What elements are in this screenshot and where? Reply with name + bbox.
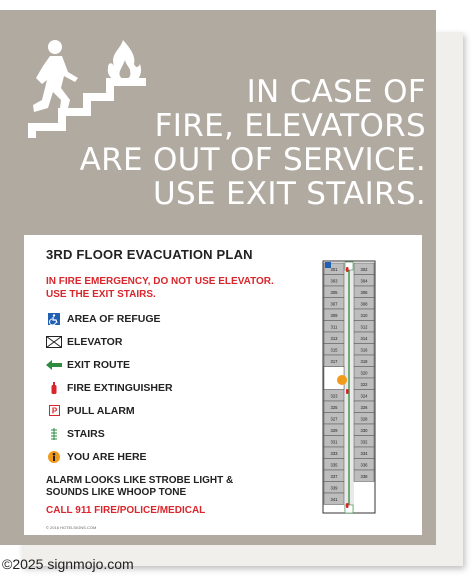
room-number: 307 xyxy=(330,301,338,307)
fire-sign xyxy=(0,10,436,545)
legend-label: STAIRS xyxy=(67,427,105,440)
evacuation-plan-panel xyxy=(24,235,422,535)
room-number: 317 xyxy=(330,358,338,364)
room-number: 325 xyxy=(330,404,338,410)
room-number: 328 xyxy=(360,416,368,422)
emergency-call-text: CALL 911 FIRE/POLICE/MEDICAL xyxy=(46,505,206,516)
room-number: 309 xyxy=(330,312,338,318)
fine-print: © 2016 HOTELSIGNS.COM xyxy=(46,525,97,530)
room-number: 327 xyxy=(330,416,338,422)
extinguisher-icon xyxy=(46,381,62,395)
room-number: 335 xyxy=(330,462,338,468)
room-number: 304 xyxy=(360,278,368,284)
extinguisher-marker xyxy=(346,389,349,394)
warning-text: IN FIRE EMERGENCY, DO NOT USE ELEVATOR. USE THE EXIT STAIRS. xyxy=(46,276,274,300)
room-number: 338 xyxy=(360,473,368,479)
room-number: 302 xyxy=(360,266,368,272)
legend-stairs xyxy=(46,422,256,445)
legend-you-are-here xyxy=(46,445,256,468)
arrow-left-icon xyxy=(46,358,62,372)
area-of-refuge-marker xyxy=(325,262,331,268)
headline-line-3: ARE OUT OF SERVICE. xyxy=(79,142,426,178)
room-number: 310 xyxy=(360,312,368,318)
room-number: 322 xyxy=(360,381,368,387)
room-number: 306 xyxy=(360,289,368,295)
legend-label: YOU ARE HERE xyxy=(67,450,147,463)
room-number: 323 xyxy=(330,393,338,399)
copyright-footer: ©2025 signmojo.com xyxy=(2,556,134,572)
headline-line-2: FIRE, ELEVATORS xyxy=(154,108,426,144)
stairs-icon xyxy=(46,427,62,441)
extinguisher-marker xyxy=(346,503,349,508)
legend-exit-route xyxy=(46,353,256,376)
elevator-icon xyxy=(46,335,62,349)
room-number: 329 xyxy=(330,427,338,433)
you-are-here-icon xyxy=(46,450,62,464)
room-number: 303 xyxy=(330,278,338,284)
room-number: 320 xyxy=(360,370,368,376)
room-number: 339 xyxy=(330,485,338,491)
room-number: 308 xyxy=(360,301,368,307)
room-number: 331 xyxy=(330,439,338,445)
room-number: 332 xyxy=(360,439,368,445)
room-number: 301 xyxy=(330,266,338,272)
floor-map xyxy=(314,253,384,519)
room-number: 326 xyxy=(360,404,368,410)
room-number: 313 xyxy=(330,335,338,341)
you-are-here-marker xyxy=(337,375,347,385)
extinguisher-marker xyxy=(346,267,349,272)
room-number: 311 xyxy=(330,324,338,330)
room-number: 324 xyxy=(360,393,368,399)
legend-label: EXIT ROUTE xyxy=(67,358,131,371)
room-number: 305 xyxy=(330,289,338,295)
room-number: 312 xyxy=(360,324,368,330)
accessibility-icon xyxy=(46,312,62,326)
room-number: 316 xyxy=(360,347,368,353)
legend-label: PULL ALARM xyxy=(67,404,135,417)
legend-fire-extinguisher xyxy=(46,376,256,399)
legend-elevator xyxy=(46,330,256,353)
svg-text:P: P xyxy=(51,406,57,416)
legend-label: ELEVATOR xyxy=(67,335,123,348)
headline-line-1: IN CASE OF xyxy=(246,74,426,110)
legend xyxy=(46,307,256,468)
pull-alarm-icon xyxy=(46,404,62,418)
headline-line-4: USE EXIT STAIRS. xyxy=(153,176,426,212)
legend-label: AREA OF REFUGE xyxy=(67,312,161,325)
alarm-description: ALARM LOOKS LIKE STROBE LIGHT & SOUNDS LIKE WHOOP TONE xyxy=(46,475,234,498)
room-number: 315 xyxy=(330,347,338,353)
plan-title: 3RD FLOOR EVACUATION PLAN xyxy=(46,247,253,262)
headline xyxy=(26,75,426,211)
room-number: 330 xyxy=(360,427,368,433)
room-number: 333 xyxy=(330,450,338,456)
room-number: 336 xyxy=(360,462,368,468)
legend-label: FIRE EXTINGUISHER xyxy=(67,381,173,394)
legend-pull-alarm xyxy=(46,399,256,422)
legend-area-of-refuge xyxy=(46,307,256,330)
room-number: 318 xyxy=(360,358,368,364)
room-number: 334 xyxy=(360,450,368,456)
room-number: 337 xyxy=(330,473,338,479)
room-number: 341 xyxy=(330,496,338,502)
room-number: 314 xyxy=(360,335,368,341)
